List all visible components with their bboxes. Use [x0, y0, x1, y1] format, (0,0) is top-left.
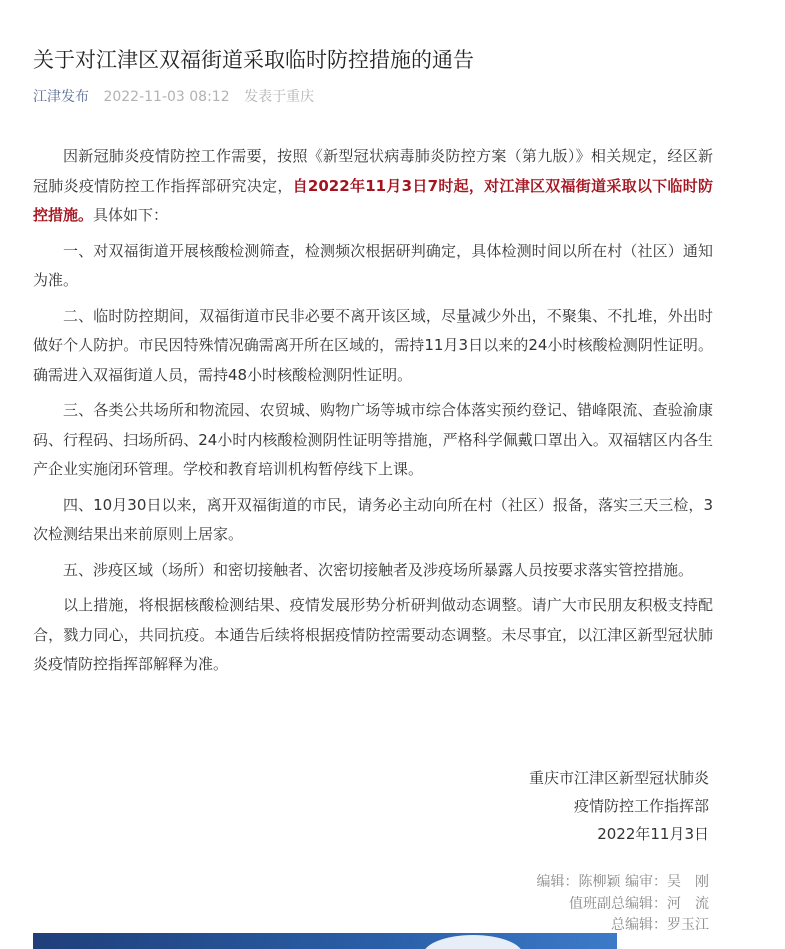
editor-credits — [537, 872, 709, 937]
paragraph-intro — [33, 142, 713, 231]
paragraph-measure-5: 五、涉疫区域（场所）和密切接触者、次密切接触者及涉疫场所暴露人员按要求落实管控措施。 — [63, 560, 694, 579]
deputy-editor-line: 值班副总编辑：河 流 — [569, 895, 709, 912]
banner-graphic — [423, 935, 523, 949]
page-title: 关于对江津区双福街道采取临时防控措施的通告 — [33, 48, 474, 72]
article-body — [33, 142, 713, 686]
account-name-link[interactable]: 江津发布 — [33, 89, 89, 105]
intro-text: 因新冠肺炎疫情防控工作需要，按照《新型冠状病毒肺炎防控方案（第九版）》相关规定，经区新冠肺炎疫情防控工作指挥部研究决定， — [33, 147, 713, 195]
editor-line: 编辑：陈柳颖 编审：吴 刚 — [536, 874, 709, 890]
paragraph-measure-2: 二、临时防控期间，双福街道市民非必要不离开该区域，尽量减少外出，不聚集、不扎堆，外出时做好个人防护。市民因特殊情况确需离开所在区域的，需持11月3日以来的24小时核酸检测阴性证明。确需进入双福街道人员，需持48小时核酸检测阴性证明。 — [33, 306, 713, 384]
signature-org-line2: 疫情防控工作指挥部 — [573, 797, 709, 815]
paragraph-measure-1: 一、对双福街道开展核酸检测筛查，检测频次根据研判确定，具体检测时间以所在村（社区）通知为准。 — [33, 241, 713, 289]
signature-date: 2022年11月3日 — [597, 825, 709, 843]
highlight-text: 自2022年11月3日7时起，对江津区双福街道采取以下临时防控措施。 — [33, 176, 713, 224]
chief-editor-line: 总编辑：罗玉江 — [611, 917, 709, 933]
article-meta — [33, 87, 314, 107]
publish-location: 发表于重庆 — [244, 89, 315, 105]
paragraph-closing: 以上措施，将根据核酸检测结果、疫情发展形势分析研判做动态调整。请广大市民朋友积极支持配合，戮力同心，共同抗疫。本通告后续将根据疫情防控需要动态调整。未尽事宜，以江津区新型冠状肺炎疫情防控指挥部解释为准。 — [33, 596, 713, 673]
intro-text-tail: 具体如下： — [93, 206, 169, 224]
signature-org-line1: 重庆市江津区新型冠状肺炎 — [528, 769, 709, 787]
publish-time: 2022-11-03 08:12 — [103, 89, 230, 105]
paragraph-measure-4: 四、10月30日以来，离开双福街道的市民，请务必主动向所在村（社区）报备，落实三天三检，3次检测结果出来前原则上居家。 — [33, 495, 713, 543]
paragraph-measure-3: 三、各类公共场所和物流园、农贸城、购物广场等城市综合体落实预约登记、错峰限流、查验渝康码、行程码、扫场所码、24小时内核酸检测阴性证明等措施，严格科学佩戴口罩出入。双福辖区内各生产企业实施闭环管理。学校和教育培训机构暂停线下上课。 — [33, 401, 713, 478]
signature-block — [529, 764, 709, 848]
bottom-banner-image[interactable] — [33, 933, 617, 949]
